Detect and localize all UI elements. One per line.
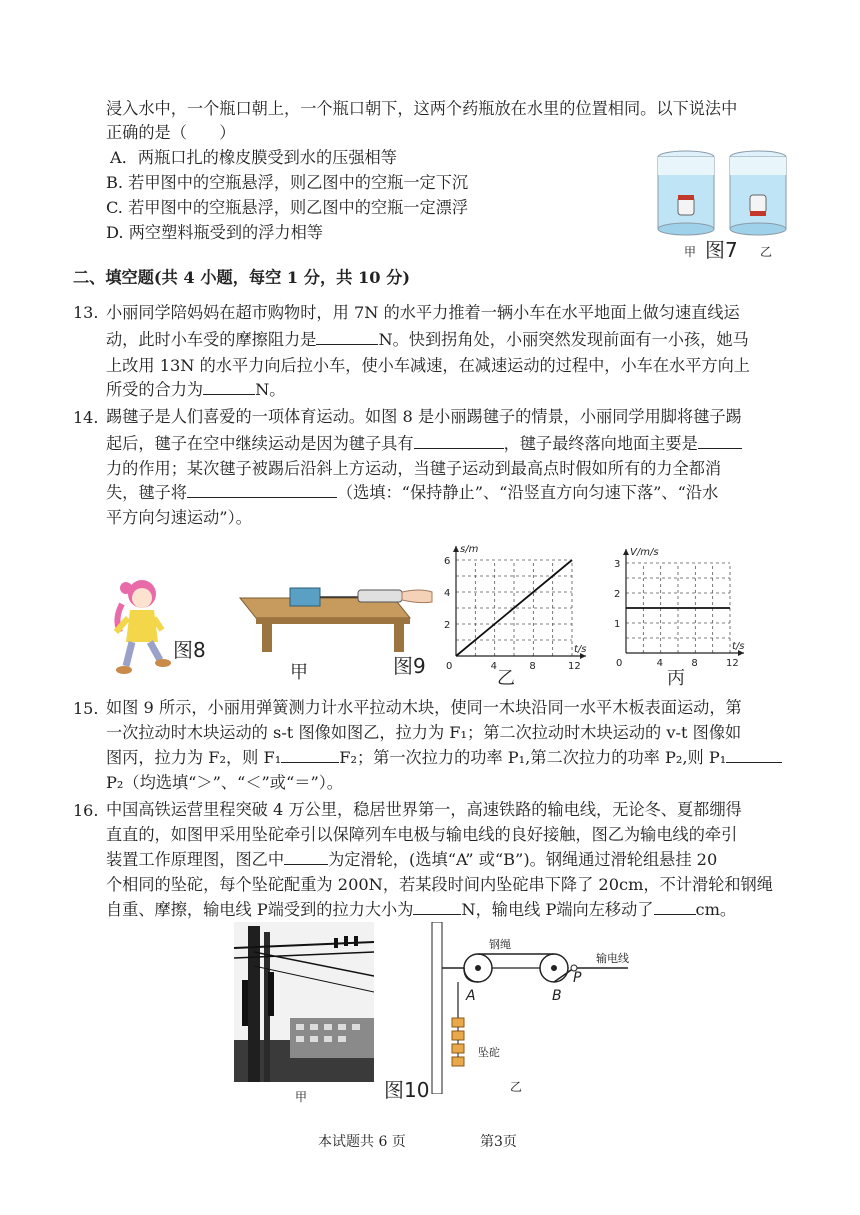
y-axis-label: V/m/s: [630, 547, 659, 558]
chart-st-caption: 乙: [497, 668, 515, 689]
x-tick-label: 4: [490, 661, 498, 672]
section-heading: 二、填空题(共 4 小题，每空 1 分，共 10 分): [73, 268, 410, 287]
y-tick-label: 4: [444, 588, 451, 599]
q13-blank-net-force[interactable]: [203, 378, 255, 395]
q16-line5: [106, 898, 736, 922]
q13-blank-friction[interactable]: [316, 328, 378, 345]
fig9-jia-label: 甲: [290, 662, 308, 683]
q15-line4: P₂（均选填“＞”、“＜”或“＝”）。: [106, 773, 343, 792]
y-tick-label: 1: [614, 619, 621, 630]
q16-line4: 个相同的坠砣，每个坠砣配重为 200N，若某段时间内坠砣串下降了 20cm，不计滑轮和钢绳: [106, 875, 773, 894]
chart-s-t: [436, 528, 596, 678]
q12-option-d: D. 两空塑料瓶受到的浮力相等: [106, 223, 323, 242]
x-tick-label: 12: [568, 661, 581, 672]
q13-line2: [106, 328, 749, 352]
q14-line3: 力的作用；某次毽子被踢后沿斜上方运动，当毽子运动到最高点时假如所有的力全都消: [106, 459, 722, 478]
catenary-photo: [234, 922, 374, 1082]
q12-option-c: C. 若甲图中的空瓶悬浮，则乙图中的空瓶一定漂浮: [106, 198, 469, 217]
fig10-yi-label: 乙: [510, 1080, 523, 1094]
q13-line3: 上改用 13N 的水平力向后拉小车，使小车减速，在减速运动的过程中，小车在水平方向上: [106, 356, 750, 375]
q15-blank-force-compare[interactable]: [281, 746, 339, 763]
figure-8-girl: [104, 574, 176, 684]
q12-option-b: B. 若甲图中的空瓶悬浮，则乙图中的空瓶一定下沉: [106, 173, 469, 192]
y-tick-label: 6: [444, 556, 451, 567]
fig7-label-right: 乙: [760, 245, 773, 259]
q16-line3-text-b: 为定滑轮，(选填“A” 或“B”)。钢绳通过滑轮组悬挂 20: [328, 850, 718, 869]
figure-9-jia: [234, 578, 434, 653]
x-tick-label: 0: [446, 661, 453, 672]
y-tick-label: 3: [614, 559, 621, 570]
q15-line1: 如图 9 所示，小丽用弹簧测力计水平拉动木块，使同一木块沿同一水平木板表面运动，第: [106, 698, 742, 717]
q16-line2: 直直的，如图甲采用坠砣牵引以保障列车电极与输电线的良好接触，图乙为输电线的牵引: [106, 825, 738, 844]
label-pulley-a: A: [466, 988, 476, 1004]
q14-line2-text-a: 起后，毽子在空中继续运动是因为毽子具有: [106, 434, 414, 453]
q16-line3: [106, 848, 717, 872]
q13-line2-text-a: 动，此时小车受的摩擦阻力是: [106, 330, 317, 349]
q16-line5-text-c: cm。: [695, 900, 737, 919]
label-point-p: P: [573, 970, 582, 986]
y-axis-label: s/m: [460, 544, 479, 555]
figure-10-photo: [234, 922, 374, 1082]
x-axis-label: t/s: [732, 641, 745, 652]
q14-line1: 踢毽子是人们喜爱的一项体育运动。如图 8 是小丽踢毽子的情景，小丽同学用脚将毽子踢: [106, 407, 742, 426]
q13-number: 13.: [73, 303, 99, 322]
q16-line5-text-a: 自重、摩擦，输电线 P端受到的拉力大小为: [106, 900, 414, 919]
q14-number: 14.: [73, 408, 99, 427]
q14-line4-text-a: 失，毽子将: [106, 483, 187, 502]
fig10-jia-label: 甲: [295, 1090, 308, 1104]
footer-page-number: 第3页: [480, 1134, 517, 1150]
q14-blank-gravity[interactable]: [698, 432, 742, 449]
chart-v-t: [606, 545, 756, 675]
q16-line5-text-b: N，输电线 P端向左移动了: [461, 900, 654, 919]
fig10-caption: 图10: [384, 1078, 430, 1102]
q13-line4-text-a: 所受的合力为: [106, 380, 204, 399]
label-power-line: 输电线: [596, 952, 629, 965]
q15-line2: 一次拉动时木块运动的 s-t 图像如图乙，拉力为 F₁；第二次拉动时木块运动的 v-t 图像如: [106, 723, 742, 742]
q14-line4: [106, 481, 718, 505]
q14-blank-inertia[interactable]: [414, 432, 504, 449]
q15-line3-text-b: F₂；第一次拉力的功率 P₁,第二次拉力的功率 P₂,则 P₁: [339, 748, 727, 767]
x-tick-label: 8: [529, 661, 536, 672]
q12-option-a: A．两瓶口扎的橡皮膜受到水的压强相等: [110, 148, 397, 167]
fig8-caption: 图8: [173, 638, 206, 662]
y-tick-label: 2: [444, 620, 451, 631]
fig9-caption: 图9: [393, 654, 426, 678]
chart-vt-caption: 丙: [667, 668, 685, 689]
q15-blank-power-compare[interactable]: [726, 746, 782, 763]
x-tick-label: 4: [656, 658, 664, 669]
q14-line2-text-b: ，毽子最终落向地面主要是: [503, 434, 698, 453]
label-weights: 坠砣: [478, 1046, 500, 1059]
q13-line4-text-b: N。: [255, 380, 286, 399]
q16-line3-text-a: 装置工作原理图，图乙中: [106, 850, 285, 869]
label-pulley-b: B: [552, 988, 562, 1004]
x-tick-label: 0: [616, 658, 623, 669]
q15-line3: [106, 746, 782, 770]
fig7-caption: 图7: [705, 238, 738, 262]
footer-total-pages: 本试题共 6 页: [318, 1134, 406, 1150]
q16-number: 16.: [73, 801, 99, 820]
x-axis-label: t/s: [574, 644, 587, 655]
q16-line1: 中国高铁运营里程突破 4 万公里，稳居世界第一，高速铁路的输电线，无论冬、夏都绷得: [106, 800, 742, 819]
figure-10-pulley-diagram: [428, 922, 673, 1094]
q15-number: 15.: [73, 699, 99, 718]
y-axis-arrow: [453, 546, 459, 552]
spring-scale-setup: [234, 578, 434, 653]
y-axis-arrow: [623, 549, 629, 555]
x-tick-label: 8: [691, 658, 698, 669]
q16-blank-fixed-pulley[interactable]: [284, 848, 328, 865]
q15-line3-text-a: 图丙，拉力为 F₂，则 F₁: [106, 748, 282, 767]
v-t-graph: [606, 545, 756, 675]
q12-text-line2: 正确的是（ ）: [106, 123, 236, 142]
pulley-system: [428, 922, 673, 1094]
girl-kicking-illustration: [104, 574, 176, 684]
fig7-label-left: 甲: [684, 245, 697, 259]
q13-line2-text-b: N。快到拐角处，小丽突然发现前面有一小孩，她马: [378, 330, 749, 349]
q14-blank-motion[interactable]: [187, 481, 337, 498]
y-tick-label: 2: [614, 589, 621, 600]
q12-text-line1: 浸入水中，一个瓶口朝上，一个瓶口朝下，这两个药瓶放在水里的位置相同。以下说法中: [106, 99, 738, 118]
q13-line4: [106, 378, 285, 402]
x-tick-label: 12: [726, 658, 739, 669]
s-t-graph: [436, 528, 596, 678]
label-steel-rope: 钢绳: [489, 938, 511, 951]
q16-blank-displacement[interactable]: [654, 898, 696, 915]
q16-blank-tension[interactable]: [413, 898, 461, 915]
q13-line1: 小丽同学陪妈妈在超市购物时，用 7N 的水平力推着一辆小车在水平地面上做匀速直线运: [106, 303, 740, 322]
q14-line5: 平方向匀速运动”）。: [106, 508, 252, 527]
q14-line4-text-b: （选填：“保持静止”、“沿竖直方向匀速下落”、“沿水: [336, 483, 719, 502]
q14-line2: [106, 432, 742, 456]
